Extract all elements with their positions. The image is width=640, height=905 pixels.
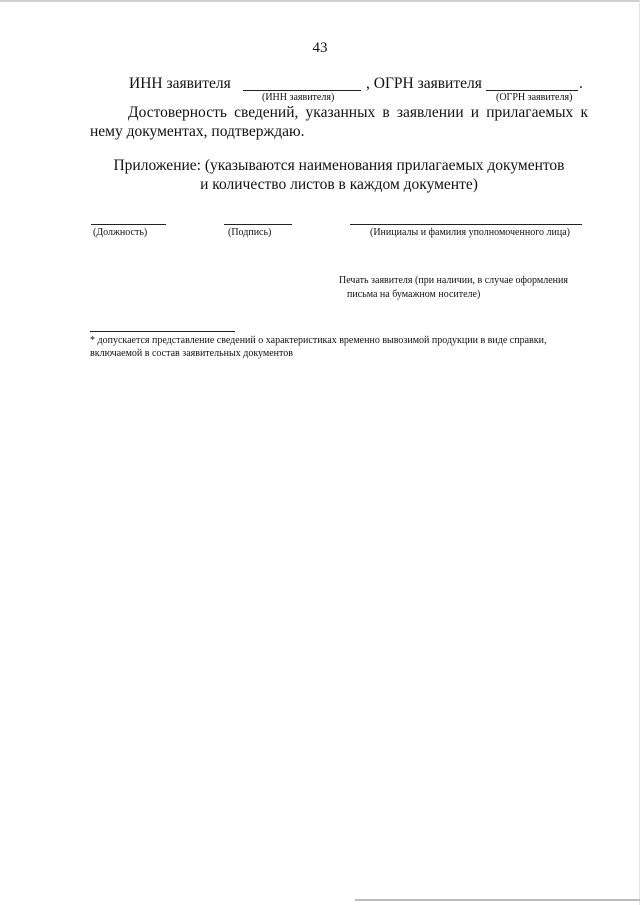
signature-caption: (Подпись)	[228, 227, 272, 238]
stamp-note	[339, 274, 599, 302]
stamp-note-line-1: Печать заявителя (при наличии, в случае оформления	[339, 275, 568, 286]
attachment-line-1: Приложение: (указываются наименования прилагаемых документов	[113, 157, 565, 174]
name-caption: (Инициалы и фамилия уполномоченного лица)	[370, 227, 571, 238]
footnote	[90, 334, 590, 360]
stamp-note-line-2: письма на бумажном носителе)	[347, 289, 481, 300]
ogrn-end-mark: .	[579, 75, 583, 92]
confirmation-paragraph: Достоверность сведений, указанных в заявлении и прилагаемых к нему документах, подтверждаю.	[90, 104, 588, 140]
inn-label: ИНН заявителя	[129, 75, 231, 92]
footnote-separator	[90, 331, 235, 332]
position-caption: (Должность)	[93, 227, 148, 238]
ogrn-label: , ОГРН заявителя	[366, 75, 482, 92]
footnote-line-1: * допускается представление сведений о характеристиках временно вывозимой продукции в виде справки,	[90, 335, 547, 346]
position-blank-line	[91, 224, 166, 225]
ogrn-blank-line	[486, 90, 578, 91]
ogrn-caption: (ОГРН заявителя)	[496, 92, 573, 103]
inn-blank-line	[243, 90, 361, 91]
page-number: 43	[312, 40, 328, 56]
inn-caption: (ИНН заявителя)	[262, 92, 335, 103]
signature-blank-line	[224, 224, 292, 225]
scan-top-edge	[0, 0, 640, 2]
name-blank-line	[350, 224, 582, 225]
footnote-line-2: включаемой в состав заявительных документов	[90, 348, 293, 359]
attachment-paragraph	[90, 156, 588, 194]
attachment-line-2: и количество листов в каждом документе)	[200, 176, 478, 193]
scan-bottom-edge	[355, 899, 640, 901]
